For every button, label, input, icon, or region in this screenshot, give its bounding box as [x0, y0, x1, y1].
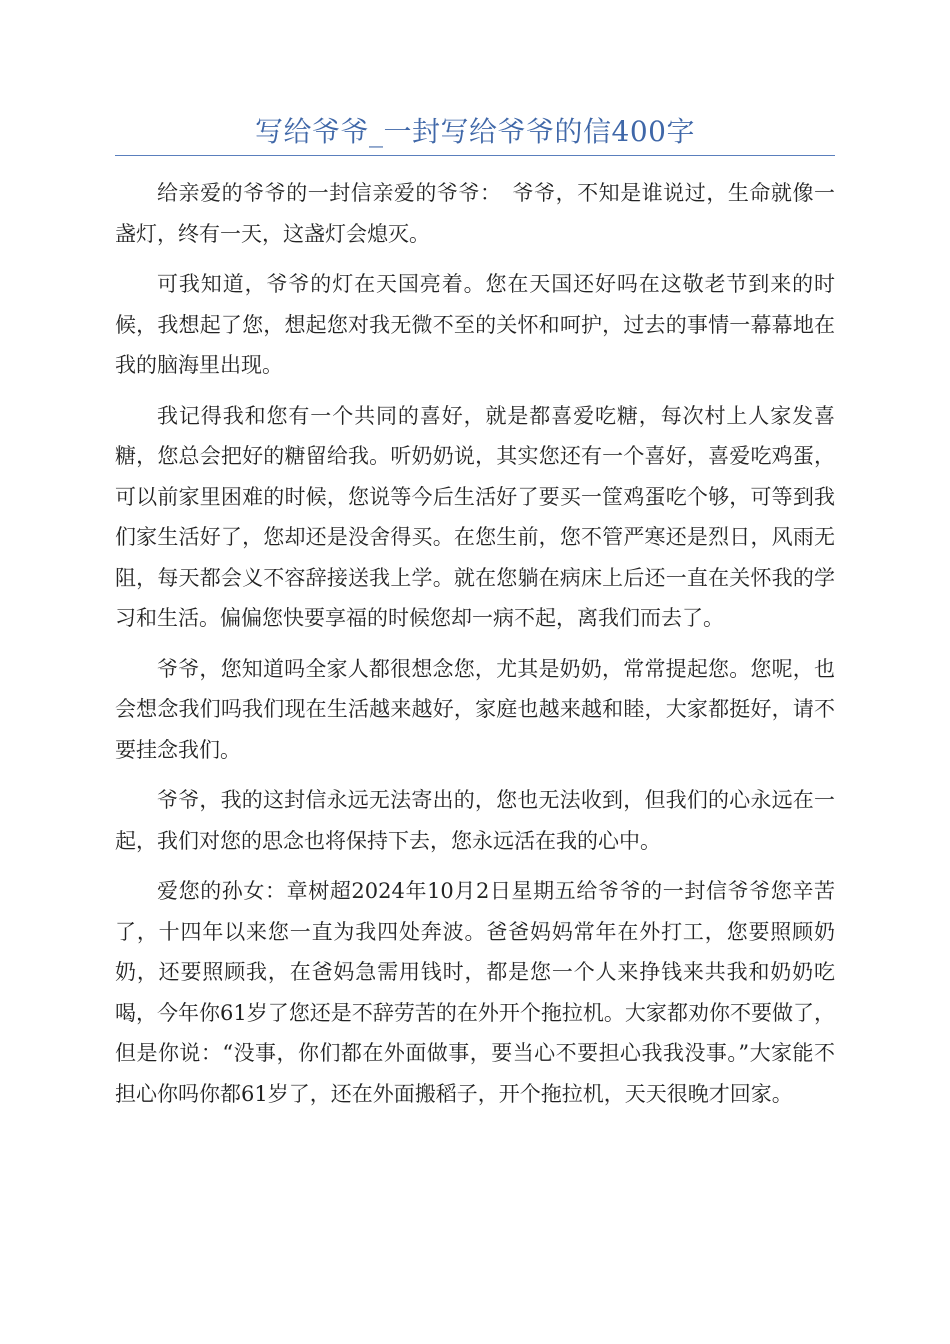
title-underline [115, 155, 835, 156]
document-title: 写给爷爷_一封写给爷爷的信400字 [255, 115, 695, 148]
paragraph-6: 爱您的孙女：章树超2024年10月2日星期五给爷爷的一封信爷爷您辛苦了，十四年以来您一直为我四处奔波。爸爸妈妈常年在外打工，您要照顾奶奶，还要照顾我，在爸妈急需用钱时，都是您一个人来挣钱来共我和奶奶吃喝，今年你61岁了您还是不辞劳苦的在外开个拖拉机。大家都劝你不要做了，但是你说：“没事，你们都在外面做事，要当心不要担心我我没事。”大家能不担心你吗你都61岁了，还在外面搬稻子，开个拖拉机，天天很晚才回家。 [115, 879, 835, 1106]
paragraph-2: 可我知道，爷爷的灯在天国亮着。您在天国还好吗在这敬老节到来的时候，我想起了您，想起您对我无微不至的关怀和呵护，过去的事情一幕幕地在我的脑海里出现。 [115, 272, 835, 377]
document-body [115, 173, 835, 1124]
paragraph-5: 爷爷，我的这封信永远无法寄出的，您也无法收到，但我们的心永远在一起，我们对您的思念也将保持下去，您永远活在我的心中。 [115, 788, 835, 853]
paragraph-1: 给亲爱的爷爷的一封信亲爱的爷爷： 爷爷，不知是谁说过，生命就像一盏灯，终有一天，这盏灯会熄灭。 [115, 181, 835, 246]
paragraph-3: 我记得我和您有一个共同的喜好，就是都喜爱吃糖，每次村上人家发喜糖，您总会把好的糖留给我。听奶奶说，其实您还有一个喜好，喜爱吃鸡蛋，可以前家里困难的时候，您说等今后生活好了要买一筐鸡蛋吃个够，可等到我们家生活好了，您却还是没舍得买。在您生前，您不管严寒还是烈日，风雨无阻，每天都会义不容辞接送我上学。就在您躺在病床上后还一直在关怀我的学习和生活。偏偏您快要享福的时候您却一病不起，离我们而去了。 [115, 403, 835, 630]
paragraph-4: 爷爷，您知道吗全家人都很想念您，尤其是奶奶，常常提起您。您呢，也会想念我们吗我们现在生活越来越好，家庭也越来越和睦，大家都挺好，请不要挂念我们。 [115, 656, 835, 762]
